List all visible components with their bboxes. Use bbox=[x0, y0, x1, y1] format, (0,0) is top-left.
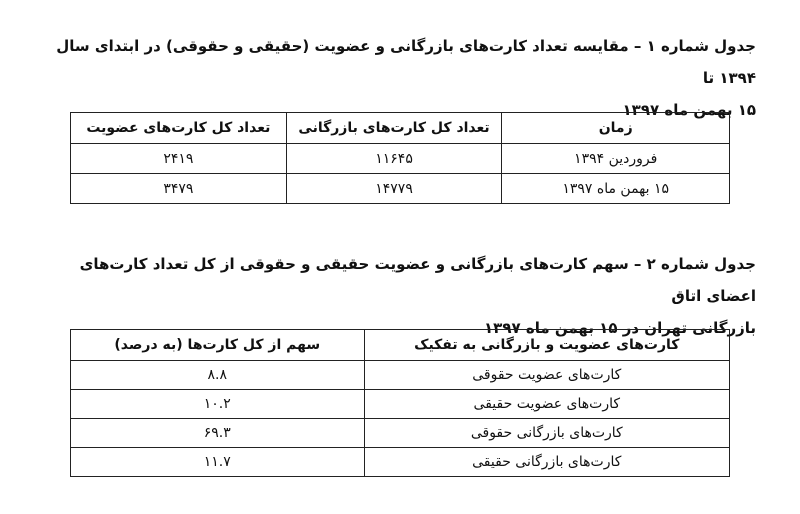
table-cell: کارت‌های بازرگانی حقیقی bbox=[364, 448, 729, 477]
column-header-commercial-cards: تعداد کل کارت‌های بازرگانی bbox=[286, 113, 502, 144]
column-header-time: زمان bbox=[502, 113, 730, 144]
table-row bbox=[71, 174, 730, 204]
column-header-membership-cards: تعداد کل کارت‌های عضویت bbox=[71, 113, 287, 144]
table-cell: ۱۱۶۴۵ bbox=[286, 144, 502, 174]
table-cell: ۸.۸ bbox=[71, 361, 365, 390]
table-row bbox=[71, 390, 730, 419]
table-cell: ۱۱.۷ bbox=[71, 448, 365, 477]
table-row bbox=[71, 144, 730, 174]
table-row bbox=[71, 448, 730, 477]
table2-caption-line2: بازرگانی تهران در ۱۵ بهمن ماه ۱۳۹۷ bbox=[484, 319, 756, 337]
table-cell: ۱۴۷۷۹ bbox=[286, 174, 502, 204]
table-cell: کارت‌های عضویت حقوقی bbox=[364, 361, 729, 390]
cards-comparison-table bbox=[70, 112, 730, 204]
table-cell: کارت‌های بازرگانی حقوقی bbox=[364, 419, 729, 448]
column-header-card-type: کارت‌های عضویت و بازرگانی به تفکیک bbox=[364, 330, 729, 361]
table-header-row bbox=[71, 113, 730, 144]
table-row bbox=[71, 419, 730, 448]
table2-caption-line1: جدول شماره ۲ – سهم کارت‌های بازرگانی و عضویت حقیقی و حقوقی از کل تعداد کارت‌های اعضای اتاق bbox=[79, 255, 756, 305]
table-header-row bbox=[71, 330, 730, 361]
table-cell: ۱۰.۲ bbox=[71, 390, 365, 419]
table-cell: فروردین ۱۳۹۴ bbox=[502, 144, 730, 174]
table-row bbox=[71, 361, 730, 390]
cards-share-table bbox=[70, 329, 730, 477]
table-cell: ۲۴۱۹ bbox=[71, 144, 287, 174]
table1-caption-line1: جدول شماره ۱ – مقایسه تعداد کارت‌های بازرگانی و عضویت (حقیقی و حقوقی) در ابتدای سال ۱۳۹۴ تا bbox=[56, 37, 756, 87]
table1-caption-line2: ۱۵ بهمن ماه ۱۳۹۷ bbox=[622, 101, 756, 119]
table-cell: ۶۹.۳ bbox=[71, 419, 365, 448]
column-header-share-percent: سهم از کل کارت‌ها (به درصد) bbox=[71, 330, 365, 361]
table-cell: کارت‌های عضویت حقیقی bbox=[364, 390, 729, 419]
table-cell: ۱۵ بهمن ماه ۱۳۹۷ bbox=[502, 174, 730, 204]
table-cell: ۳۴۷۹ bbox=[71, 174, 287, 204]
